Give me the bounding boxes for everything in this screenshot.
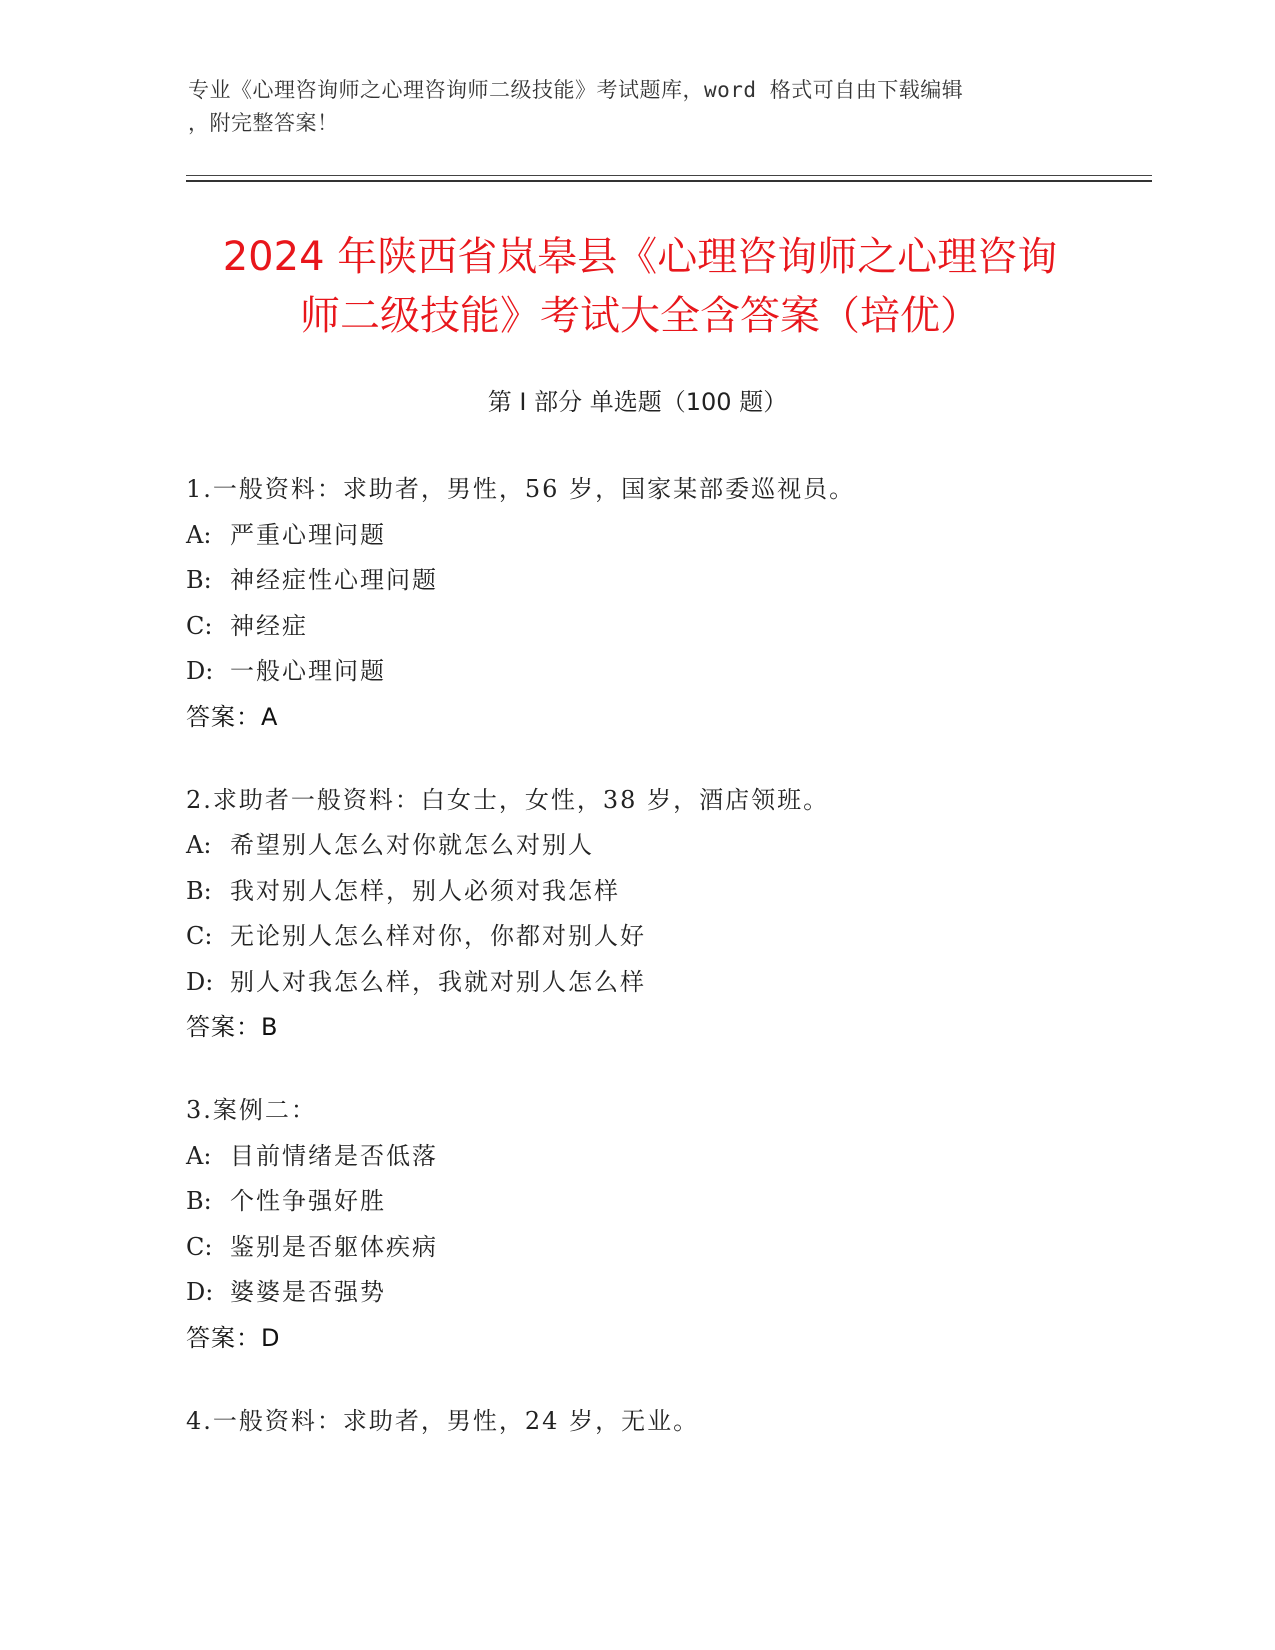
option-text: 鉴别是否躯体疾病: [230, 1232, 438, 1261]
option-b: [186, 1185, 1126, 1231]
question-3: [186, 1094, 1126, 1354]
header-divider-thin: [186, 175, 1152, 176]
option-text: 我对别人怎样，别人必须对我怎样: [230, 876, 620, 905]
question-2: [186, 784, 1126, 1044]
question-1: [186, 473, 1126, 733]
option-letter: D:: [186, 967, 214, 996]
document-title: [180, 228, 1100, 346]
option-text: 别人对我怎么样，我就对别人怎么样: [230, 967, 646, 996]
question-list: [186, 473, 1126, 1501]
option-c: [186, 1231, 1126, 1277]
option-text: 希望别人怎么对你就怎么对别人: [230, 831, 594, 859]
option-a: [186, 1140, 1126, 1186]
option-d: [186, 1276, 1126, 1322]
option-text: 目前情绪是否低落: [230, 1141, 438, 1170]
answer-line: 答案：B: [186, 1013, 279, 1041]
option-letter: A:: [186, 1141, 212, 1170]
option-text: 严重心理问题: [230, 520, 386, 549]
section-heading: 第 I 部分 单选题（100 题）: [487, 388, 788, 416]
option-letter: A:: [186, 831, 212, 859]
answer-line: 答案：D: [186, 1323, 281, 1352]
option-text: 神经症性心理问题: [230, 566, 438, 594]
option-c: [186, 920, 1126, 966]
option-text: 婆婆是否强势: [230, 1278, 386, 1306]
question-stem: 3.案例二：: [186, 1096, 317, 1124]
header-note-line-2: ，附完整答案！: [188, 111, 339, 135]
option-c: [186, 610, 1126, 656]
option-b: [186, 875, 1126, 921]
option-letter: C:: [186, 1232, 213, 1261]
document-title-line-2: 师二级技能》考试大全含答案（培优）: [300, 293, 980, 339]
header-divider-thick: [186, 180, 1152, 182]
question-stem: 2.求助者一般资料：白女士，女性，38 岁，酒店领班。: [186, 785, 830, 814]
option-letter: B:: [186, 566, 212, 594]
question-stem: 1.一般资料：求助者，男性，56 岁，国家某部委巡视员。: [186, 475, 856, 503]
option-letter: A:: [186, 520, 212, 549]
option-text: 一般心理问题: [230, 657, 386, 685]
option-d: [186, 966, 1126, 1012]
header-note-line-1: 专业《心理咨询师之心理咨询师二级技能》考试题库，word 格式可自由下载编辑: [188, 78, 964, 102]
option-letter: D:: [186, 1278, 214, 1306]
option-d: [186, 655, 1126, 701]
option-letter: D:: [186, 657, 214, 685]
option-a: [186, 829, 1126, 875]
option-a: [186, 519, 1126, 565]
option-text: 神经症: [230, 611, 308, 640]
option-letter: C:: [186, 922, 213, 950]
option-text: 无论别人怎么样对你，你都对别人好: [230, 922, 646, 950]
option-letter: B:: [186, 876, 212, 905]
option-letter: C:: [186, 611, 213, 640]
question-4: [186, 1405, 1126, 1451]
document-title-line-1: 2024 年陕西省岚皋县《心理咨询师之心理咨询: [222, 234, 1058, 280]
option-letter: B:: [186, 1187, 212, 1215]
header-note: [188, 74, 1068, 140]
option-b: [186, 564, 1126, 610]
option-text: 个性争强好胜: [230, 1187, 386, 1215]
question-stem: 4.一般资料：求助者，男性，24 岁，无业。: [186, 1406, 700, 1435]
answer-line: 答案：A: [186, 702, 279, 731]
